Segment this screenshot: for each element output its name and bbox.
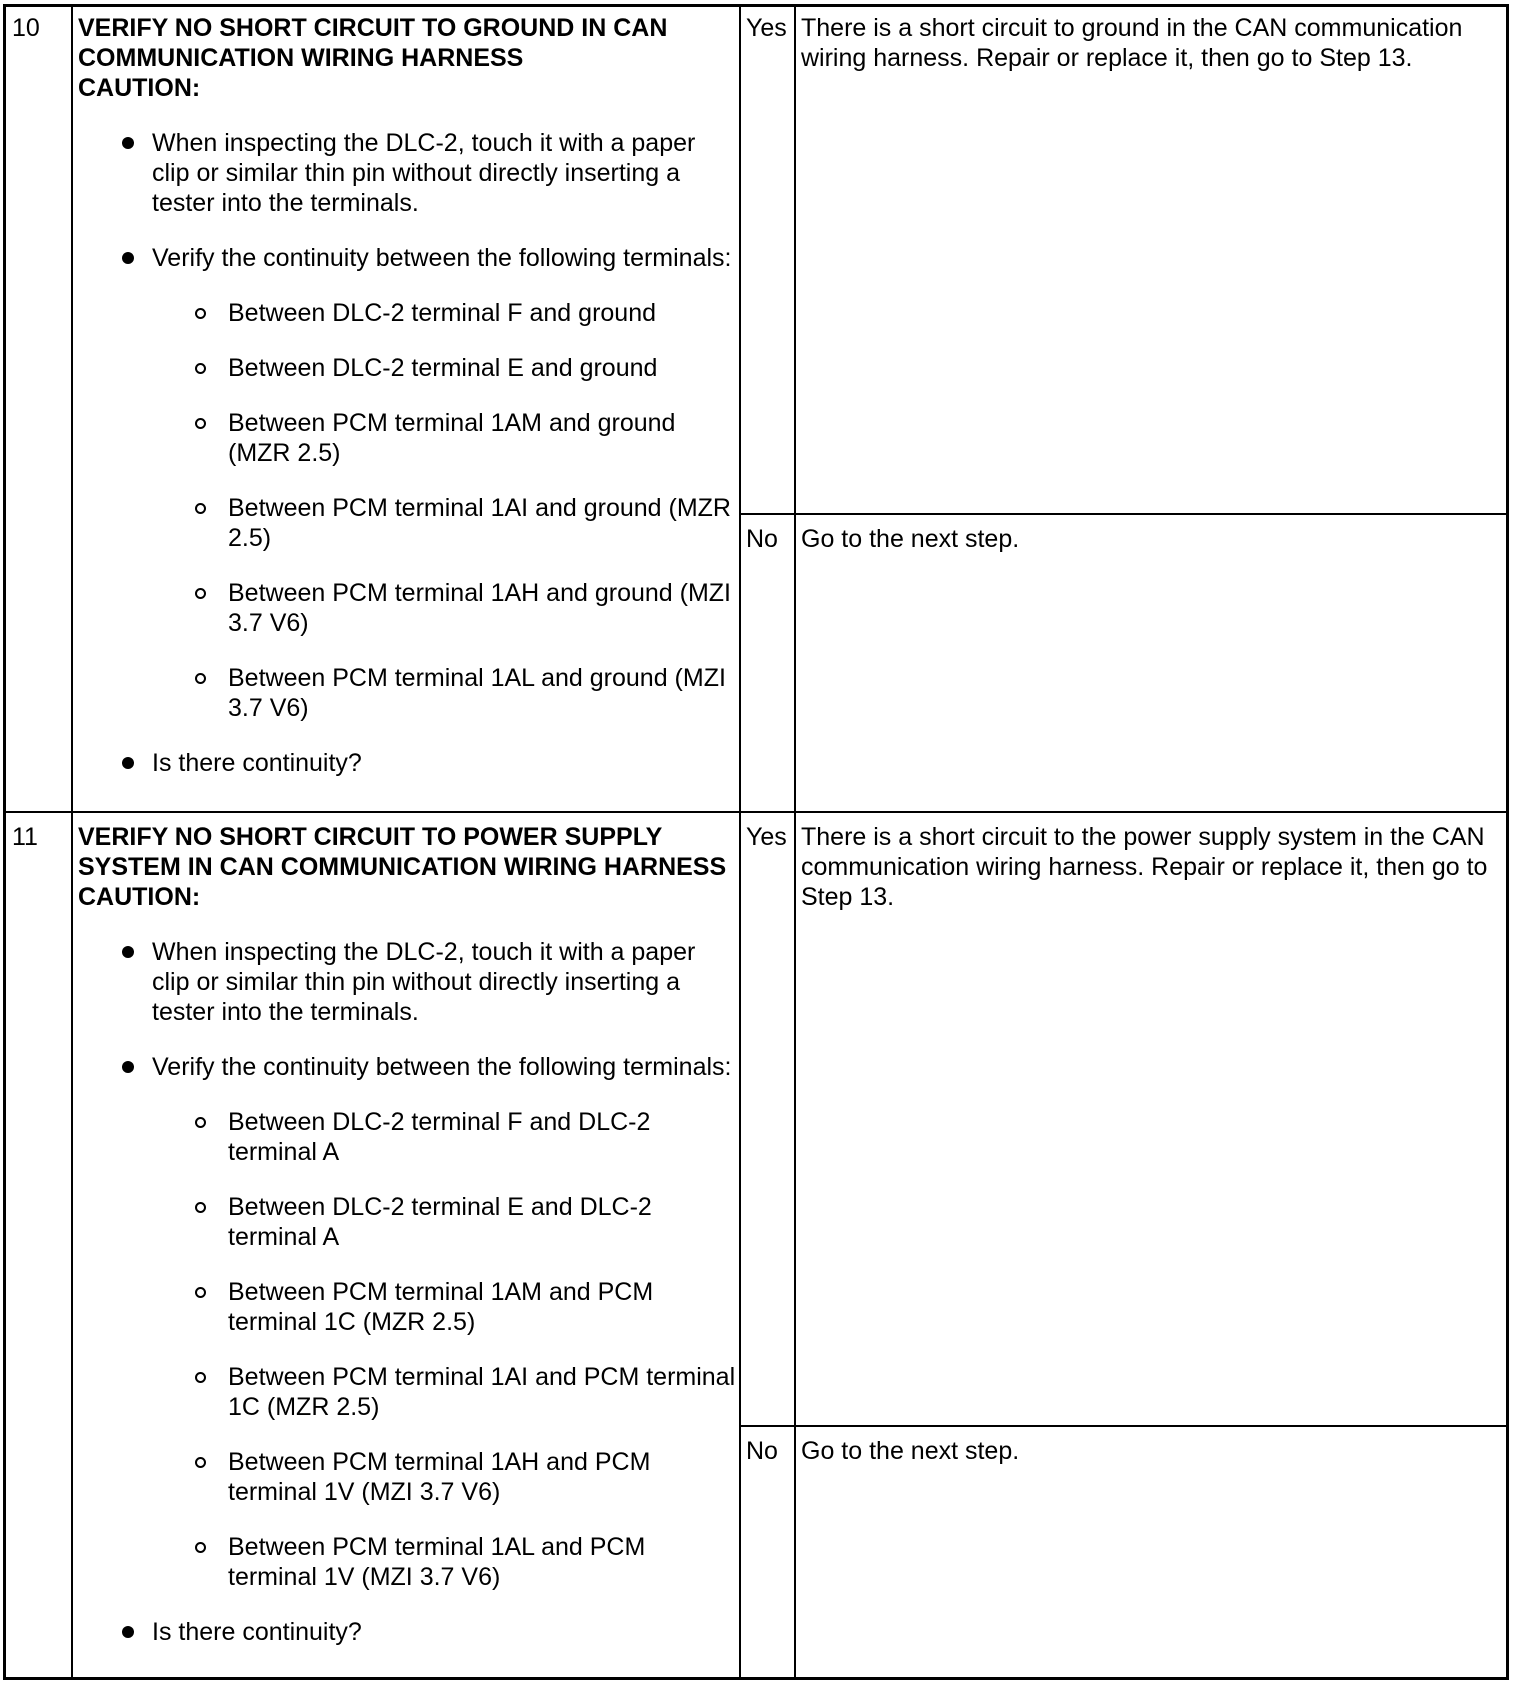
circle-bullet-icon — [195, 588, 206, 599]
step-number: 11 — [12, 823, 38, 851]
circle-bullet-icon — [195, 1117, 206, 1128]
circle-bullet-icon — [195, 1202, 206, 1213]
caution-label: CAUTION: — [78, 883, 201, 911]
no-action: Go to the next step. — [801, 1437, 1020, 1465]
sub-list-item: Between PCM terminal 1AM and ground (MZR 2.5) — [78, 408, 738, 468]
sub-list-item: Between PCM terminal 1AI and ground (MZR 2.5) — [78, 493, 738, 553]
yes-no-divider-step-10 — [739, 513, 1509, 515]
yes-label: Yes — [746, 14, 787, 42]
sub-list-item: Between DLC-2 terminal E and ground — [78, 353, 738, 383]
yes-action: There is a short circuit to ground in the CAN communication wiring harness. Repair or replace it, then go to Step 13. — [801, 14, 1463, 72]
circle-bullet-icon — [195, 363, 206, 374]
step-number: 10 — [12, 14, 40, 42]
circle-bullet-icon — [195, 418, 206, 429]
bullet-icon — [122, 946, 134, 958]
circle-bullet-icon — [195, 1287, 206, 1298]
sub-list-item: Between PCM terminal 1AL and PCM terminal 1V (MZI 3.7 V6) — [78, 1532, 738, 1592]
list-item: When inspecting the DLC-2, touch it with a paper clip or similar thin pin without directly inserting a tester into the terminals. — [78, 128, 738, 218]
yes-label: Yes — [746, 823, 787, 851]
question-item: Is there continuity? — [78, 1617, 738, 1647]
step-title: VERIFY NO SHORT CIRCUIT TO POWER SUPPLY SYSTEM IN CAN COMMUNICATION WIRING HARNESS CAUTION: — [78, 822, 738, 912]
sub-list-item: Between PCM terminal 1AL and ground (MZI 3.7 V6) — [78, 663, 738, 723]
column-divider-action — [739, 4, 741, 1680]
no-label: No — [746, 1437, 778, 1465]
circle-bullet-icon — [195, 1372, 206, 1383]
circle-bullet-icon — [195, 673, 206, 684]
list-item: Verify the continuity between the following terminals: — [78, 1052, 738, 1082]
no-action: Go to the next step. — [801, 525, 1020, 553]
list-item: Verify the continuity between the following terminals: — [78, 243, 738, 273]
sub-list-item: Between PCM terminal 1AH and ground (MZI 3.7 V6) — [78, 578, 738, 638]
step-11-procedure — [78, 822, 738, 1647]
caution-label: CAUTION: — [78, 74, 201, 102]
column-divider-step — [71, 4, 73, 1680]
sub-list-item: Between PCM terminal 1AH and PCM terminal 1V (MZI 3.7 V6) — [78, 1447, 738, 1507]
no-label: No — [746, 525, 778, 553]
bullet-icon — [122, 1061, 134, 1073]
bullet-icon — [122, 252, 134, 264]
yes-action: There is a short circuit to the power supply system in the CAN communication wiring harness. Repair or replace it, then go to Step 13. — [801, 823, 1488, 911]
column-divider-answer — [794, 4, 796, 1680]
bullet-icon — [122, 137, 134, 149]
bullet-icon — [122, 757, 134, 769]
sub-list-item: Between PCM terminal 1AI and PCM terminal 1C (MZR 2.5) — [78, 1362, 738, 1422]
sub-list-item: Between DLC-2 terminal F and DLC-2 terminal A — [78, 1107, 738, 1167]
circle-bullet-icon — [195, 503, 206, 514]
question-item: Is there continuity? — [78, 748, 738, 778]
step-10-procedure — [78, 13, 738, 778]
bullet-icon — [122, 1626, 134, 1638]
sub-list-item: Between PCM terminal 1AM and PCM terminal 1C (MZR 2.5) — [78, 1277, 738, 1337]
circle-bullet-icon — [195, 1457, 206, 1468]
step-title: VERIFY NO SHORT CIRCUIT TO GROUND IN CAN COMMUNICATION WIRING HARNESS CAUTION: — [78, 13, 738, 103]
circle-bullet-icon — [195, 308, 206, 319]
row-divider — [3, 811, 1509, 813]
sub-list-item: Between DLC-2 terminal E and DLC-2 terminal A — [78, 1192, 738, 1252]
sub-list-item: Between DLC-2 terminal F and ground — [78, 298, 738, 328]
list-item: When inspecting the DLC-2, touch it with a paper clip or similar thin pin without directly inserting a tester into the terminals. — [78, 937, 738, 1027]
yes-no-divider-step-11 — [739, 1425, 1509, 1427]
circle-bullet-icon — [195, 1542, 206, 1553]
